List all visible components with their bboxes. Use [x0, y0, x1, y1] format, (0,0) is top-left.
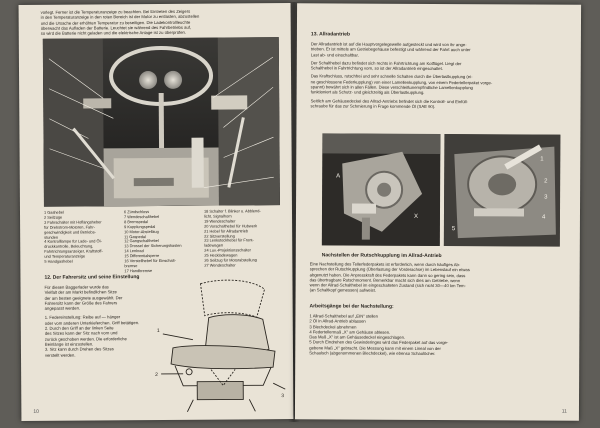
text-line: ne geschlossene Federkupplung) von einer Lamellenkupplung, von einem Federtellerpaket vorge-: [310, 79, 493, 86]
photo-label-4: 4: [541, 214, 546, 221]
section-heading: 12. Der Fahrersitz und seine Einstellung: [44, 274, 140, 281]
legend-column-1: [44, 210, 122, 265]
legend-item: druckkontrolle, Beleuchtung,: [44, 243, 94, 250]
legend-item: 18 Schalter f. Blinker u. Abblend-: [203, 208, 261, 214]
step-line: Beinlänge ist einzustellen.: [44, 341, 94, 347]
seat-illustration: [152, 273, 289, 414]
section-heading: 13. Allradantrieb: [310, 31, 350, 38]
photo-label-a: A: [336, 173, 341, 180]
photo-label-3: 3: [544, 194, 548, 201]
legend-item: 24 Luv.-Projektionsschalter: [204, 247, 251, 253]
step-line: 2. Durch den Griff an der linken Seite: [44, 325, 114, 331]
text-line: Der Schalthebel dazu befindet sich rechts in Fahrtrichtung am Kotflügel. Liegt der: [310, 60, 462, 67]
intro-line: so wird die Batterie nicht geladen und die elektrische Anlage ist zu überprüfen.: [40, 29, 187, 36]
intro-line: vorlegt. Ferner ist die Temperaturanzeige zu beachten. Bei Eintreten des Zeigers: [40, 8, 191, 15]
left-page: [19, 3, 294, 421]
callout-1: 1: [156, 327, 160, 334]
body-line: angepasst werden.: [44, 305, 81, 311]
photo-label-2: 2: [544, 178, 548, 185]
dashboard-photo: [43, 37, 280, 207]
seat-drawing: [152, 273, 289, 414]
text-line: Last ab- und einschaltbar.: [310, 51, 359, 58]
legend-item: 3 Fahrschalter mit Hoflängsheber: [44, 219, 102, 225]
legend-item: 2 Seilzüge: [44, 214, 63, 220]
step-line: verstellt werden.: [44, 352, 76, 358]
text-line: wenn der Allrad-Schalthebel im eingeschalteten Zustand (sich nicht 30—40 km Tem-: [309, 282, 466, 289]
legend-item: 8 Bremspedal: [124, 218, 149, 225]
body-line: Vielfalt der am Markt befindlichen Sitze: [44, 289, 117, 296]
text-line: das übertragbare Rutschmoment. Bemerkbar macht sich dies am Getriebe, wenn: [309, 277, 461, 284]
intro-line: in den Temperaturanzeige in den roten Bereich ist der Motor zu entlasten, abzustellen: [40, 13, 200, 21]
intro-line: überwacht das Aufladen der Batterie. Leuchtet sie während des Fahrbetriebs auf,: [40, 24, 192, 31]
page-number-left: 10: [33, 408, 39, 415]
legend-item: 27 Wendeschalter: [204, 262, 236, 268]
legend-column-2: [124, 210, 202, 274]
text-line: funktioniert als Schutz- und gleichzeitig als Überlastkupplung.: [310, 89, 425, 96]
legend-item: 12 Gangschalthebel: [124, 238, 159, 244]
legend-item: 17 Handbremse: [124, 267, 153, 274]
work-step: 2 Öl in Allrad-Antrieb ablassen: [309, 318, 366, 324]
legend-item: 20 Vorschalthebel für Hubwerk: [204, 223, 258, 229]
text-line: schraube für das zur Schmierung in Frage kommende Öl (SAE 90).: [310, 103, 436, 109]
seat-body-text: [45, 284, 156, 358]
coupling-illustration-right: [444, 134, 561, 247]
legend-item: 11 Gaspedal: [124, 233, 146, 239]
legend-item: 10 Motor-Abstellzug: [124, 228, 159, 234]
legend-item: Fahrtrichtungsanzeiger, Kraftstoff-: [44, 248, 103, 255]
callout-3: 3: [281, 393, 285, 400]
text-line: Schalthebel in Fahrtrichtung vorn, so ist der Allradantrieb eingeschaltet.: [310, 65, 443, 72]
page-number-right: 11: [561, 408, 567, 415]
legend-column-3: [204, 209, 284, 268]
adjustment-text: [310, 261, 572, 294]
text-line: abgenutzt haben. Die Anpresskraft des Federpakets kann dann so gering sein, dass: [309, 271, 466, 278]
text-line: Eine Nachstellung des Tellerfederpakets ist erforderlich, wenn durch häufiges Ab-: [309, 261, 461, 268]
body-line: Für diesen Baggerlader wurde das: [44, 284, 109, 290]
allrad-text: [311, 41, 573, 110]
legend-item: 9 Kupplungspedal: [124, 223, 156, 229]
intro-text: [41, 8, 277, 36]
subheading: Nachstellen der Rutschkupplung im Allrad-Antrieb: [321, 252, 442, 260]
work-step: 4 Federtellermaß „X" am Gehäuse ablesen.: [309, 329, 391, 335]
step-line: oder vom anderen Unterkieferchen. Griff betätigen.: [44, 319, 140, 326]
dashboard-illustration: [43, 37, 280, 207]
legend-item: licht, Signalhorn: [204, 213, 232, 219]
text-line: Das Kraftschluss, rutschfrei und sehr schnelle Schalten durch die Überlastkupplung (ei-: [310, 73, 473, 80]
legend-item: stunden: [44, 234, 59, 240]
work-steps-heading: Arbeitsgänge bei der Nachstellung:: [309, 303, 394, 310]
legend-item: 6 Zündschloss: [123, 209, 150, 215]
work-step: 3 Blechdeckel abnehmen: [309, 323, 357, 330]
right-page: [295, 3, 581, 420]
text-line: (an Schaltkopf gemessen) aufweist.: [309, 287, 376, 294]
legend-item: ladewagen: [204, 242, 224, 249]
intro-line: und die Ursache der erhöhten Temperatur zu beseitigen. Die Ladekontrollleuchte: [40, 19, 191, 26]
work-step: 5 Durch Eindrehen des Gewinderinges wird das Federpaket auf das vorge-: [309, 339, 449, 346]
legend-item: 15 Differentialsperre: [124, 253, 160, 259]
photo-label-1: 1: [540, 156, 544, 163]
text-line: Seitlich am Gehäusedeckel des Allrad-Antriebs befindet sich die Kontroll- und Einfüll-: [310, 98, 468, 104]
legend-item: 22 Sitzverstellung: [204, 232, 235, 239]
legend-item: und Temperaturanzeige: [44, 253, 86, 259]
body-line: Fahrersitz kann der Größe des Fahrers: [44, 300, 118, 306]
coupling-photo-left: [322, 133, 441, 246]
legend-item: 1 Gashebel: [43, 209, 64, 215]
legend-item: 26 Seilzug für Motorabstellung: [204, 257, 257, 263]
legend-item: 5 Handgashebel: [44, 258, 73, 264]
legend-item: 19 Wendeschalter: [204, 218, 236, 224]
step-line: 1. Federeinstellung: Reibe auf — hänger: [44, 314, 121, 321]
work-steps-list: [309, 313, 571, 357]
legend-item: 4 Kontrolllampe für Lade- und Öl-: [44, 238, 102, 245]
coupling-photo-right: [444, 134, 561, 247]
callout-2: 2: [155, 371, 158, 379]
legend-item: 16 Verstellhebel für Einschalt-: [124, 257, 176, 264]
body-line: der am besten geeignete ausgewählt. Der: [44, 294, 123, 301]
legend-item: bremse: [124, 263, 138, 269]
work-step: Das Maß „X" ist am Gehäusedeckel eingeschlagen.: [309, 334, 406, 341]
step-line: 3. Sitz kann durch Drehen des Sitzes: [44, 346, 114, 353]
photo-label-5: 5: [451, 226, 456, 233]
legend-item: für Drehstrom-Motoren, Fahr-: [44, 224, 95, 230]
legend-item: 13 Drossel der Sicherungskasten: [124, 243, 182, 249]
step-line: zurück geschoben werden. Die erforderliche: [44, 335, 127, 342]
legend-item: 21 Hebel für Allradantrieb: [204, 227, 249, 234]
coupling-illustration-left: [322, 133, 441, 246]
work-step: 1 Allrad-Schalthebel auf „EIN" stellen: [309, 313, 378, 319]
photo-label-x: X: [413, 213, 419, 220]
legend-item: 25 Heckladewagen: [204, 252, 238, 258]
work-step: Schaulsch (abgenommenen Blechdeckel), wie ebenso Schaulöcher.: [309, 350, 436, 357]
legend-item: 7 Wendeschalthebel: [124, 213, 160, 220]
text-line: trieben. Er ist mittels am Getriebegehäuse befestigt und während der Fahrt auch unter: [310, 46, 471, 53]
work-step: gebene Maß „X" gebracht. Die Messung kann mit einem Lineal von der: [309, 345, 441, 351]
legend-item: 14 Lenkrad: [124, 248, 144, 254]
step-line: des Sitzes kann der Sitz nach vorn und: [44, 330, 118, 337]
legend-item: 23 Lenkstockhebel für Front-: [204, 237, 254, 244]
text-line: Der Allradantrieb ist auf die Hauptvorgelegewelle aufgesteckt und wird von ihr ange-: [310, 41, 467, 48]
text-line: sprechen der Rutschkupplung (Überlastung der Vorderachse) im Lebenslauf ein etwas: [309, 266, 470, 273]
legend-item: geschwindigkeit und Betriebs-: [44, 229, 96, 235]
text-line: spannt) bewährt sich in allen Fällen. Diese verschleißunempfindliche Lamellenkupplung: [310, 84, 473, 91]
